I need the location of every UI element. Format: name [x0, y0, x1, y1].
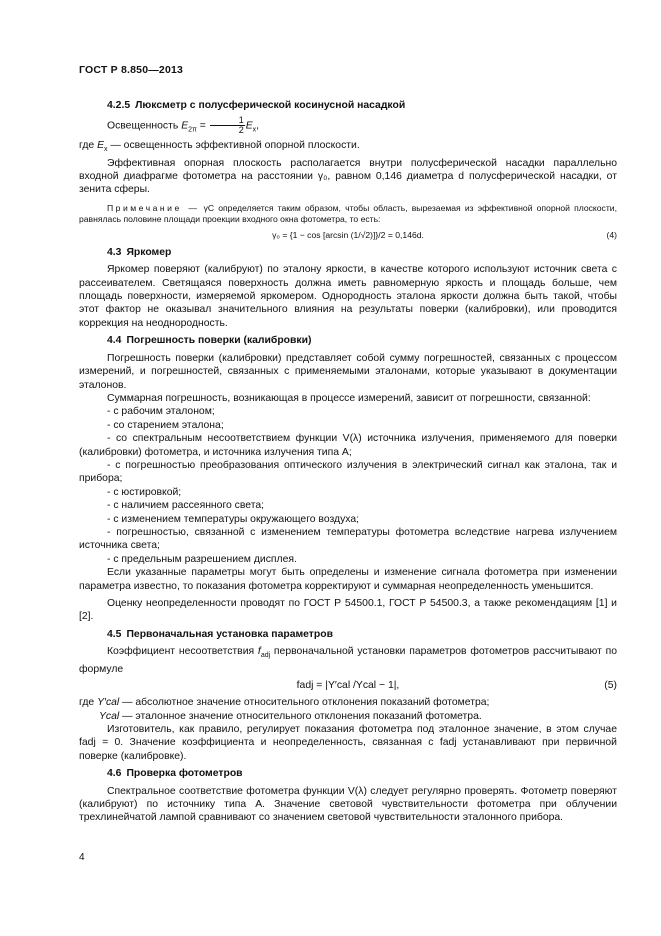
formula-number: (5) — [604, 680, 617, 692]
paragraph — [79, 645, 617, 676]
document-header: ГОСТ Р 8.850—2013 — [79, 64, 184, 76]
heading-4-3 — [79, 246, 617, 259]
note — [79, 203, 617, 226]
formula-number: (4) — [606, 229, 617, 240]
formula-var: E — [245, 120, 253, 132]
heading-number: 4.5 — [107, 628, 122, 640]
heading-number: 4.2.5 — [107, 100, 131, 111]
formula-lead: Освещенность — [107, 120, 179, 132]
heading-title: Яркомер — [126, 246, 172, 258]
fraction — [210, 116, 245, 135]
note-text: γC определяется таким образом, чтобы область, вырезаемая из эффективной опорной плоскости, равнялась половине площади проекции входного окна фотометра, то есть: — [79, 202, 617, 225]
where-var: Y′cal — [97, 697, 120, 709]
paragraph: Оценку неопределенности проводят по ГОСТ Р 54500.1, ГОСТ Р 54500.3, а также рекомендациям [1] и [2]. — [79, 598, 617, 623]
heading-title: Первоначальная установка параметров — [126, 628, 333, 640]
list-item: - с предельным разрешением дисплея. — [107, 553, 297, 565]
where-sub: x — [104, 146, 108, 154]
heading-4-5 — [79, 628, 617, 641]
list-item: - с наличием рассеянного света; — [107, 500, 265, 512]
formula-var: E — [181, 120, 189, 132]
page-number: 4 — [79, 852, 85, 863]
formula-var: f — [257, 646, 261, 658]
where-text: — эталонное значение относительного отклонения показаний фотометра. — [119, 710, 482, 722]
where-prefix: где — [79, 697, 98, 709]
heading-title: Проверка фотометров — [126, 768, 243, 780]
heading-4-6 — [79, 767, 617, 780]
paragraph: Если указанные параметры могут быть определены и изменение сигнала фотометра при изменении параметра известно, то показания фотометра корректируют и суммарная неопределенность уменьшится. — [79, 567, 617, 592]
heading-4-4 — [79, 334, 617, 347]
heading-title: Погрешность поверки (калибровки) — [126, 335, 312, 347]
list-item: - со спектральным несоответствием функции V(λ) источника излучения, применяемого для поверки (калибровки) фотометра, и источника излучения типа А; — [79, 433, 617, 458]
where-var: E — [97, 140, 104, 152]
text: первоначальной установки параметров фотометров рассчитывают по формуле — [79, 646, 617, 675]
list-item: - с рабочим эталоном; — [107, 406, 215, 418]
list-item: - с изменением температуры окружающего воздуха; — [107, 513, 360, 525]
note-label: Примечание — — [107, 202, 200, 213]
formula-end: , — [256, 120, 260, 132]
formula-eq: = — [196, 120, 209, 132]
formula-sub: 2π — [188, 126, 197, 134]
paragraph: Погрешность поверки (калибровки) представляет собой сумму погрешностей, связанных с процессом измерений, и погрешностей, связанных с применяемыми эталонами, которые указывают в документации эталонов. — [79, 352, 617, 391]
paragraph: Изготовитель, как правило, регулирует показания фотометра под эталонное значение, в этом случае fadj = 0. Значение коэффициента и неопределенность, связанная с fadj устанавливают при первичной поверке (калибровке). — [79, 723, 617, 762]
formula-4 — [79, 226, 617, 242]
where-var: Ycal — [99, 710, 120, 722]
formula-5 — [79, 676, 617, 696]
where-text: — абсолютное значение относительного отклонения показаний фотометра; — [119, 697, 490, 709]
paragraph: Суммарная погрешность, возникающая в процессе измерений, зависит от погрешности, связанной: — [107, 392, 591, 404]
paragraph: Яркомер поверяют (калибруют) по эталону яркости, в качестве которого используют источник света с рассеивателем. Светящаяся поверхность должна иметь равномерную яркость и площадь больше, чем площадь поверхности, измеряемой яркомером. Однородность эталона яркости должна быть такой, чтобы этот фактор не оказывал значительного влияния на результаты поверки (калибровки), или проводится коррекция на неоднородность. — [79, 264, 617, 329]
formula-sub: x — [252, 126, 257, 134]
where-text: — освещенность эффективной опорной плоскости. — [107, 140, 360, 152]
heading-4-2-5 — [79, 99, 617, 112]
document-body — [79, 95, 617, 825]
where-line — [79, 710, 617, 723]
heading-number: 4.4 — [107, 335, 122, 347]
list-item: - с погрешностью преобразования оптического излучения в электрический сигнал как эталона, так и прибора; — [79, 459, 617, 485]
paragraph: Эффективная опорная плоскость располагается внутри полусферической насадки параллельно входной диафрагме фотометра на расстоянии γ₀, равном 0,146 диаметра d полусферической насадки, от зенита сферы. — [79, 157, 617, 196]
formula-3-line — [79, 116, 617, 137]
formula-text: fadj = |Y′cal /Ycal − 1|, — [296, 680, 400, 692]
where-prefix: где — [79, 140, 98, 152]
where-line — [79, 696, 617, 709]
text: Коэффициент несоответствия — [107, 646, 258, 658]
fraction-numerator: 1 — [210, 116, 245, 126]
where-line — [79, 139, 617, 156]
fraction-denominator: 2 — [238, 125, 244, 136]
list-item: - с юстировкой; — [107, 486, 182, 498]
list-item: - со старением эталона; — [107, 419, 224, 431]
formula-text: γ₀ = {1 − cos [arcsin (1/√2)]}/2 = 0,146d. — [272, 229, 424, 240]
heading-number: 4.3 — [107, 246, 122, 258]
paragraph: Спектральное соответствие фотометра функции V(λ) следует регулярно проверять. Фотометр поверяют (калибруют) по источнику типа А. Значение световой чувствительности фотометра при облучении трехлинейчатой лампой сравнивают со значением световой чувствительности эталонного прибора. — [79, 785, 617, 824]
formula-sub: adj — [260, 652, 271, 660]
list-item: - погрешностью, связанной с изменением температуры фотометра вследствие нагрева излучением источника света; — [79, 526, 617, 552]
heading-number: 4.6 — [107, 768, 122, 780]
heading-title: Люксметр с полусферической косинусной насадкой — [135, 100, 406, 111]
